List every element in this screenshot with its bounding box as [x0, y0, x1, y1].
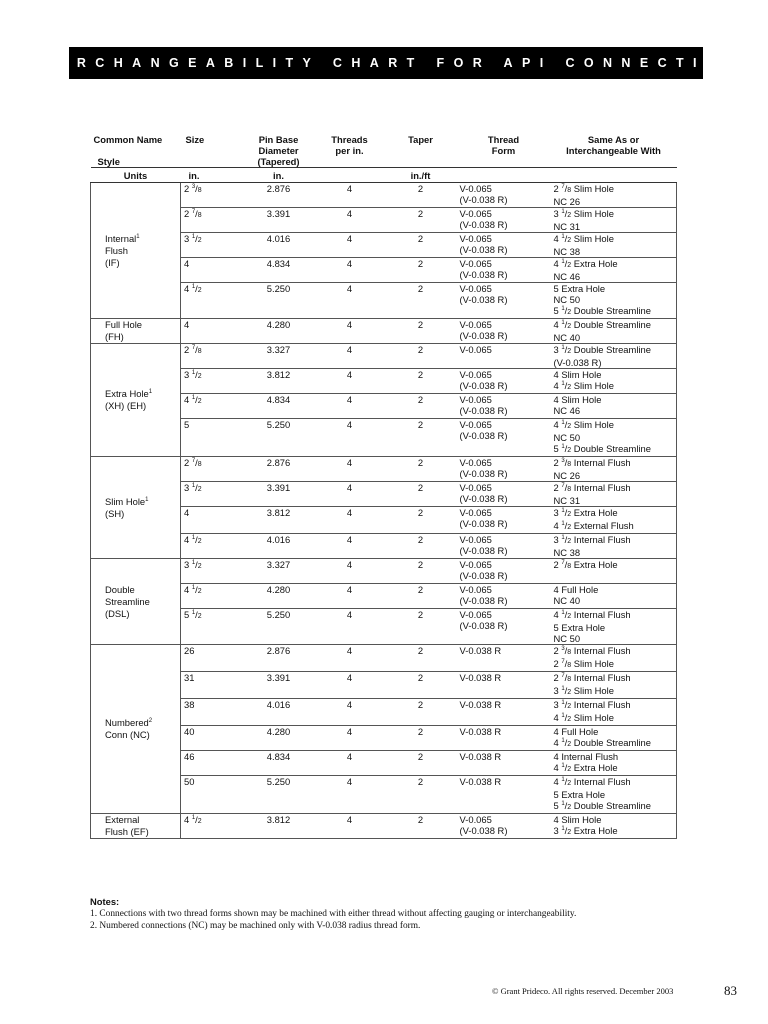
size-cell: 4 $^1$/2 [181, 534, 243, 559]
taper-cell: 2 [385, 584, 457, 609]
taper-cell: 2 [385, 344, 457, 369]
connection-style: Internal$^1$ Flush (IF) [91, 183, 181, 319]
size-cell: 4 $^1$/2 [181, 584, 243, 609]
taper-cell: 2 [385, 183, 457, 208]
thread-form-cell: V-0.065 (V-0.038 R) [457, 609, 551, 645]
thread-form-cell: V-0.065 [457, 344, 551, 369]
header-style-label: Style [97, 156, 120, 167]
table-row [91, 344, 677, 369]
threads-per-inch-cell: 4 [315, 283, 385, 319]
threads-per-inch-cell: 4 [315, 344, 385, 369]
interchangeable-cell: 3 $^1$/2 Internal Flush NC 38 [551, 534, 677, 559]
size-cell: 31 [181, 672, 243, 699]
threads-per-inch-cell: 4 [315, 751, 385, 776]
pin-diameter-cell: 3.391 [243, 482, 315, 507]
header-size: Size [185, 134, 205, 145]
pin-diameter-cell: 3.812 [243, 507, 315, 534]
interchangeable-cell: 2 $^3$/8 Internal Flush 2 $^7$/8 Slim Hole [551, 645, 677, 672]
taper-cell: 2 [385, 394, 457, 419]
table-row [91, 319, 677, 344]
pin-diameter-cell: 3.812 [243, 369, 315, 394]
thread-form-cell: V-0.065 (V-0.038 R) [457, 507, 551, 534]
interchangeable-cell: 5 Extra Hole NC 50 5 $^1$/2 Double Streamline [551, 283, 677, 319]
size-cell: 4 $^1$/2 [181, 394, 243, 419]
page-title-banner: INTERCHANGEABILITY CHART FOR API CONNECTIONS [69, 47, 703, 79]
threads-per-inch-cell: 4 [315, 394, 385, 419]
taper-cell: 2 [385, 258, 457, 283]
size-cell: 2 $^7$/8 [181, 457, 243, 482]
taper-cell: 2 [385, 482, 457, 507]
interchangeable-cell: 3 $^1$/2 Slim Hole NC 31 [551, 208, 677, 233]
interchangeable-cell: 4 Slim Hole NC 46 [551, 394, 677, 419]
threads-per-inch-cell: 4 [315, 507, 385, 534]
pin-diameter-cell: 4.016 [243, 233, 315, 258]
table-row [91, 457, 677, 482]
pin-diameter-cell: 4.280 [243, 726, 315, 751]
size-cell: 2 $^7$/8 [181, 344, 243, 369]
thread-form-cell: V-0.065 (V-0.038 R) [457, 258, 551, 283]
thread-form-cell: V-0.065 (V-0.038 R) [457, 534, 551, 559]
header-pin-base: Pin Base Diameter (Tapered) [257, 134, 300, 167]
size-cell: 50 [181, 776, 243, 814]
header-style [91, 134, 181, 168]
note-item: 2. Numbered connections (NC) may be machined only with V-0.038 radius thread form. [90, 921, 421, 931]
interchangeable-cell: 2 $^7$/8 Slim Hole NC 26 [551, 183, 677, 208]
threads-per-inch-cell: 4 [315, 699, 385, 726]
size-cell: 3 $^1$/2 [181, 559, 243, 584]
threads-per-inch-cell: 4 [315, 208, 385, 233]
interchangeable-cell: 2 $^7$/8 Internal Flush 3 $^1$/2 Slim Hole [551, 672, 677, 699]
table-row [91, 183, 677, 208]
threads-per-inch-cell: 4 [315, 645, 385, 672]
taper-cell: 2 [385, 283, 457, 319]
interchangeable-cell: 4 $^1$/2 Double Streamline NC 40 [551, 319, 677, 344]
pin-diameter-cell: 5.250 [243, 776, 315, 814]
header-thread-form: Thread Form [487, 134, 520, 156]
taper-cell: 2 [385, 814, 457, 839]
taper-cell: 2 [385, 208, 457, 233]
pin-diameter-cell: 2.876 [243, 645, 315, 672]
thread-form-cell: V-0.065 (V-0.038 R) [457, 208, 551, 233]
table-row [91, 559, 677, 584]
thread-form-cell: V-0.038 R [457, 726, 551, 751]
threads-per-inch-cell: 4 [315, 776, 385, 814]
thread-form-cell: V-0.065 (V-0.038 R) [457, 559, 551, 584]
threads-per-inch-cell: 4 [315, 584, 385, 609]
size-cell: 38 [181, 699, 243, 726]
thread-form-cell: V-0.065 (V-0.038 R) [457, 283, 551, 319]
connection-style: Full Hole (FH) [91, 319, 181, 344]
table-row [91, 645, 677, 672]
threads-per-inch-cell: 4 [315, 457, 385, 482]
units-taper: in./ft [385, 168, 457, 183]
connection-style: Double Streamline (DSL) [91, 559, 181, 645]
pin-diameter-cell: 4.834 [243, 394, 315, 419]
interchangeable-cell: 4 $^1$/2 Internal Flush 5 Extra Hole 5 $^1$/2 Double Streamline [551, 776, 677, 814]
header-taper: Taper [408, 134, 433, 145]
taper-cell: 2 [385, 233, 457, 258]
connection-style: Slim Hole$^1$ (SH) [91, 457, 181, 559]
interchangeable-cell: 4 $^1$/2 Internal Flush 5 Extra Hole NC 50 [551, 609, 677, 645]
pin-diameter-cell: 4.280 [243, 319, 315, 344]
size-cell: 5 $^1$/2 [181, 609, 243, 645]
thread-form-cell: V-0.038 R [457, 751, 551, 776]
taper-cell: 2 [385, 419, 457, 457]
threads-per-inch-cell: 4 [315, 233, 385, 258]
taper-cell: 2 [385, 319, 457, 344]
threads-per-inch-cell: 4 [315, 609, 385, 645]
connection-style: Extra Hole$^1$ (XH) (EH) [91, 344, 181, 457]
thread-form-cell: V-0.065 (V-0.038 R) [457, 233, 551, 258]
taper-cell: 2 [385, 609, 457, 645]
interchangeable-cell: 4 $^1$/2 Extra Hole NC 46 [551, 258, 677, 283]
pin-diameter-cell: 4.016 [243, 699, 315, 726]
connection-style: Numbered$^2$ Conn (NC) [91, 645, 181, 814]
pin-diameter-cell: 5.250 [243, 609, 315, 645]
table-header [91, 134, 677, 183]
threads-per-inch-cell: 4 [315, 559, 385, 584]
thread-form-cell: V-0.065 (V-0.038 R) [457, 369, 551, 394]
units-row [91, 168, 677, 183]
taper-cell: 2 [385, 726, 457, 751]
table-body [91, 183, 677, 839]
interchangeable-cell: 4 Full Hole NC 40 [551, 584, 677, 609]
taper-cell: 2 [385, 534, 457, 559]
interchangeable-cell: 2 $^3$/8 Internal Flush NC 26 [551, 457, 677, 482]
size-cell: 4 $^1$/2 [181, 283, 243, 319]
notes-heading: Notes: [90, 896, 120, 907]
pin-diameter-cell: 4.016 [243, 534, 315, 559]
note-item: 1. Connections with two thread forms shown may be machined with either thread without affecting gauging or interchangeability. [90, 909, 577, 919]
taper-cell: 2 [385, 776, 457, 814]
page-number: 83 [724, 983, 737, 998]
pin-diameter-cell: 2.876 [243, 183, 315, 208]
taper-cell: 2 [385, 457, 457, 482]
pin-diameter-cell: 5.250 [243, 419, 315, 457]
interchangeable-cell: 4 Slim Hole 4 $^1$/2 Slim Hole [551, 369, 677, 394]
pin-diameter-cell: 3.812 [243, 814, 315, 839]
thread-form-cell: V-0.038 R [457, 776, 551, 814]
threads-per-inch-cell: 4 [315, 482, 385, 507]
thread-form-cell: V-0.065 (V-0.038 R) [457, 457, 551, 482]
size-cell: 2 $^7$/8 [181, 208, 243, 233]
taper-cell: 2 [385, 507, 457, 534]
interchangeable-cell: 2 $^7$/8 Extra Hole [551, 559, 677, 584]
threads-per-inch-cell: 4 [315, 258, 385, 283]
interchangeable-cell: 4 Internal Flush 4 $^1$/2 Extra Hole [551, 751, 677, 776]
pin-diameter-cell: 3.391 [243, 672, 315, 699]
units-label: Units [91, 168, 181, 183]
interchangeability-table [90, 134, 677, 839]
thread-form-cell: V-0.065 (V-0.038 R) [457, 183, 551, 208]
threads-per-inch-cell: 4 [315, 319, 385, 344]
pin-diameter-cell: 4.834 [243, 751, 315, 776]
threads-per-inch-cell: 4 [315, 672, 385, 699]
thread-form-cell: V-0.065 (V-0.038 R) [457, 814, 551, 839]
taper-cell: 2 [385, 369, 457, 394]
pin-diameter-cell: 3.327 [243, 344, 315, 369]
taper-cell: 2 [385, 645, 457, 672]
thread-form-cell: V-0.065 (V-0.038 R) [457, 319, 551, 344]
interchangeable-cell: 4 Full Hole 4 $^1$/2 Double Streamline [551, 726, 677, 751]
taper-cell: 2 [385, 559, 457, 584]
header-threads: Threads per in. [331, 134, 368, 156]
size-cell: 4 [181, 258, 243, 283]
pin-diameter-cell: 3.327 [243, 559, 315, 584]
taper-cell: 2 [385, 672, 457, 699]
size-cell: 46 [181, 751, 243, 776]
notes-section [90, 896, 690, 932]
interchangeable-cell: 4 Slim Hole 3 $^1$/2 Extra Hole [551, 814, 677, 839]
thread-form-cell: V-0.065 (V-0.038 R) [457, 584, 551, 609]
threads-per-inch-cell: 4 [315, 183, 385, 208]
thread-form-cell: V-0.065 (V-0.038 R) [457, 394, 551, 419]
interchangeable-cell: 3 $^1$/2 Internal Flush 4 $^1$/2 Slim Hole [551, 699, 677, 726]
units-pin: in. [243, 168, 315, 183]
thread-form-cell: V-0.038 R [457, 699, 551, 726]
threads-per-inch-cell: 4 [315, 369, 385, 394]
size-cell: 26 [181, 645, 243, 672]
pin-diameter-cell: 5.250 [243, 283, 315, 319]
thread-form-cell: V-0.065 (V-0.038 R) [457, 482, 551, 507]
interchangeable-cell: 4 $^1$/2 Slim Hole NC 38 [551, 233, 677, 258]
copyright-footer: © Grant Prideco. All rights reserved. December 2003 [492, 986, 674, 996]
connection-style: External Flush (EF) [91, 814, 181, 839]
size-cell: 3 $^1$/2 [181, 369, 243, 394]
size-cell: 4 [181, 507, 243, 534]
thread-form-cell: V-0.065 (V-0.038 R) [457, 419, 551, 457]
threads-per-inch-cell: 4 [315, 726, 385, 751]
size-cell: 3 $^1$/2 [181, 482, 243, 507]
size-cell: 3 $^1$/2 [181, 233, 243, 258]
interchangeable-cell: 2 $^7$/8 Internal Flush NC 31 [551, 482, 677, 507]
size-cell: 40 [181, 726, 243, 751]
pin-diameter-cell: 3.391 [243, 208, 315, 233]
thread-form-cell: V-0.038 R [457, 672, 551, 699]
interchangeable-cell: 4 $^1$/2 Slim Hole NC 50 5 $^1$/2 Double Streamline [551, 419, 677, 457]
pin-diameter-cell: 4.280 [243, 584, 315, 609]
thread-form-cell: V-0.038 R [457, 645, 551, 672]
threads-per-inch-cell: 4 [315, 419, 385, 457]
threads-per-inch-cell: 4 [315, 534, 385, 559]
taper-cell: 2 [385, 699, 457, 726]
size-cell: 2 $^3$/8 [181, 183, 243, 208]
size-cell: 4 [181, 319, 243, 344]
header-same-as: Same As or Interchangeable With [566, 134, 661, 156]
interchangeable-cell: 3 $^1$/2 Double Streamline (V-0.038 R) [551, 344, 677, 369]
pin-diameter-cell: 4.834 [243, 258, 315, 283]
taper-cell: 2 [385, 751, 457, 776]
pin-diameter-cell: 2.876 [243, 457, 315, 482]
interchangeable-cell: 3 $^1$/2 Extra Hole 4 $^1$/2 External Flush [551, 507, 677, 534]
threads-per-inch-cell: 4 [315, 814, 385, 839]
size-cell: 5 [181, 419, 243, 457]
table-row [91, 814, 677, 839]
size-cell: 4 $^1$/2 [181, 814, 243, 839]
units-size: in. [181, 168, 243, 183]
header-common-name: Common Name [93, 134, 163, 145]
